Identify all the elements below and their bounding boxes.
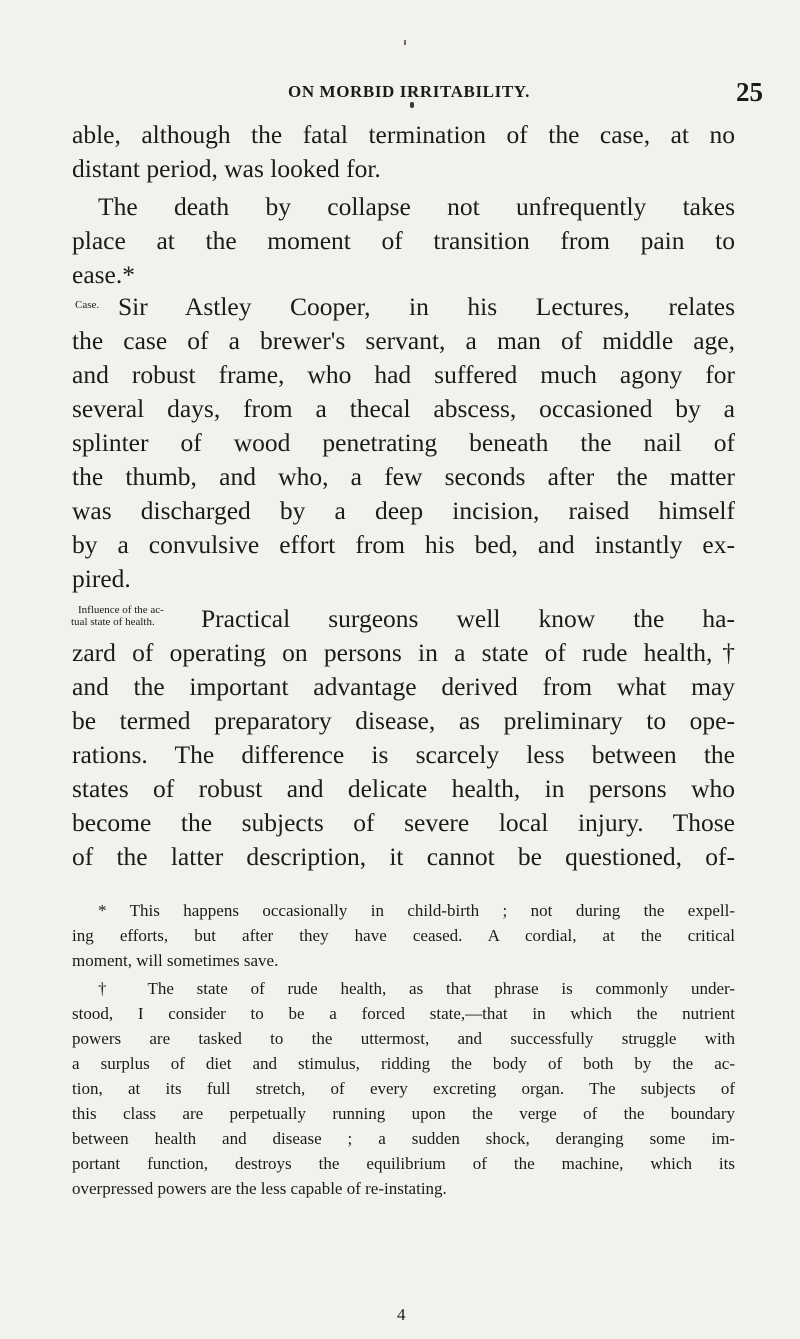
footnote-line: tion, at its full stretch, of every excreting organ. The subjects of: [72, 1079, 735, 1098]
body-line: several days, from a thecal abscess, occasioned by a: [72, 394, 735, 423]
body-line: pired.: [72, 564, 131, 593]
signature-mark: 4: [397, 1305, 406, 1324]
body-line: the thumb, and who, a few seconds after the matter: [72, 462, 735, 491]
footnote-line: powers are tasked to the uttermost, and successfully struggle with: [72, 1029, 735, 1048]
body-line: splinter of wood penetrating beneath the nail of: [72, 428, 735, 457]
body-line: the case of a brewer's servant, a man of middle age,: [72, 326, 735, 355]
body-line: place at the moment of transition from pain to: [72, 226, 735, 255]
body-line: of the latter description, it cannot be questioned, of-: [72, 842, 735, 871]
footnote-line: ing efforts, but after they have ceased. A cordial, at the critical: [72, 926, 735, 945]
page-number: 25: [736, 77, 763, 107]
footnote-line: overpressed powers are the less capable of re-instating.: [72, 1179, 447, 1198]
footnote-line: a surplus of diet and stimulus, ridding the body of both by the ac-: [72, 1054, 735, 1073]
footnote-line: † The state of rude health, as that phrase is commonly under-: [98, 979, 735, 998]
footnote-line: moment, will sometimes save.: [72, 951, 279, 970]
running-head: ON MORBID IRRITABILITY.: [288, 82, 530, 101]
body-line: Sir Astley Cooper, in his Lectures, relates: [118, 292, 735, 321]
footnote-line: this class are perpetually running upon the verge of the boundary: [72, 1104, 735, 1123]
footnote-line: stood, I consider to be a forced state,—that in which the nutrient: [72, 1004, 735, 1023]
body-line: zard of operating on persons in a state of rude health,†: [72, 638, 735, 667]
body-line: become the subjects of severe local injury. Those: [72, 808, 735, 837]
margin-note-case: Case.: [75, 299, 100, 311]
body-line: states of robust and delicate health, in persons who: [72, 774, 735, 803]
body-line: be termed preparatory disease, as preliminary to ope-: [72, 706, 735, 735]
body-line: by a convulsive effort from his bed, and instantly ex-: [72, 530, 735, 559]
footnote-line: * This happens occasionally in child-birth ; not during the expell-: [98, 901, 735, 920]
body-line: was discharged by a deep incision, raised himself: [72, 496, 735, 525]
body-line: able, although the fatal termination of the case, at no: [72, 120, 735, 149]
body-line: rations. The difference is scarcely less between the: [72, 740, 735, 769]
body-line: Practical surgeons well know the ha-: [201, 604, 735, 633]
print-speck: [404, 40, 406, 45]
body-line: The death by collapse not unfrequently takes: [98, 192, 735, 221]
margin-note-influence: Influence of the ac-: [78, 604, 164, 616]
body-line: distant period, was looked for.: [72, 154, 381, 183]
print-speck: [410, 102, 414, 108]
body-line: and the important advantage derived from what may: [72, 672, 735, 701]
body-line: and robust frame, who had suffered much agony for: [72, 360, 735, 389]
margin-note-influence: tual state of health.: [71, 616, 155, 628]
footnote-line: between health and disease ; a sudden shock, deranging some im-: [72, 1129, 735, 1148]
footnote-line: portant function, destroys the equilibrium of the machine, which its: [72, 1154, 735, 1173]
body-line: ease.*: [72, 260, 136, 289]
